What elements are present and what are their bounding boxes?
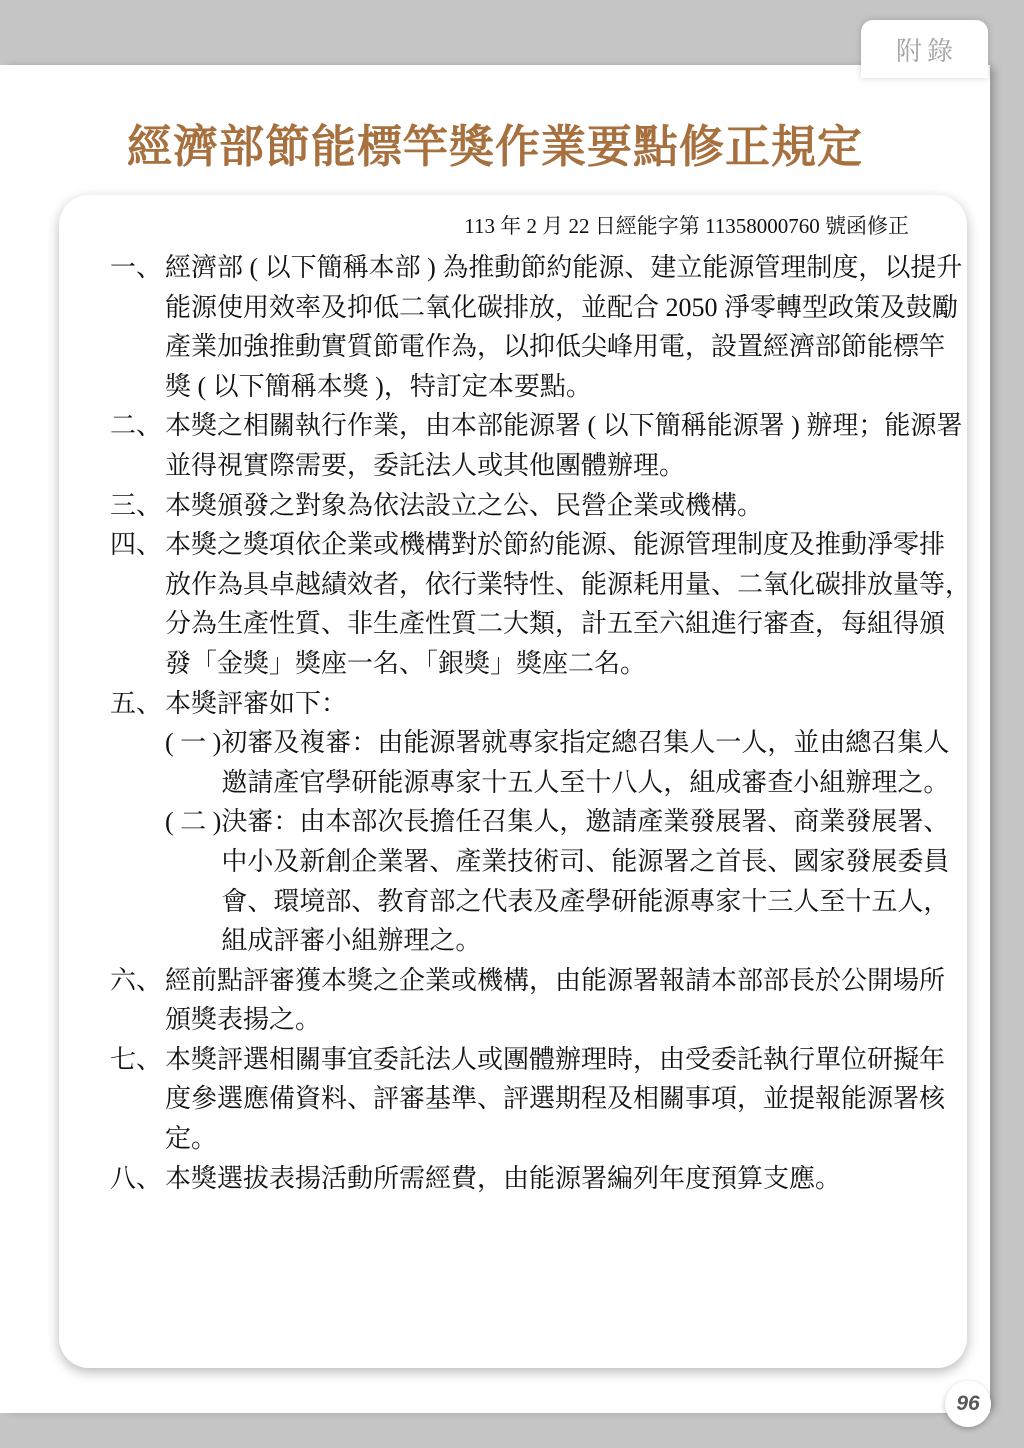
clause-marker: 八、 [110,1163,163,1193]
clause-marker: 七、 [110,1044,163,1074]
clause-text [165,248,963,406]
clause-marker: ( 二 ) [165,807,222,837]
clause-line: 本獎選拔表揚活動所需經費，由能源署編列年度預算支應。 [165,1163,842,1193]
clause-marker: 一、 [110,253,163,282]
revision-note: 113 年 2 月 22 日經能字第 11358000760 號函修正 [464,214,909,238]
clause-line: 定。 [165,1124,218,1154]
clause-marker: 二、 [110,411,163,441]
clause-line: 並得視實際需要，委託法人或其他團體辦理。 [165,450,686,480]
clause-line: 度參選應備資料、評審基準、評選期程及相關事項，並提報能源署核 [165,1084,946,1114]
clause-text [165,684,909,724]
clause-line: 邀請產官學研能源專家十五人至十八人，組成審查小組辦理之。 [221,767,950,797]
clause-marker: ( 一 ) [165,728,222,758]
clause-text [221,723,950,802]
clauses-list [110,248,972,1198]
clause-item [110,961,946,1040]
page-title: 經濟部節能標竿獎作業要點修正規定 [126,121,863,172]
clause-text [165,1159,909,1199]
content-card [59,195,972,1368]
clause-line: 獎 ( 以下簡稱本獎 )，特訂定本要點。 [165,371,592,401]
clause-line: 本獎評選相關事宜委託法人或團體辦理時，由受委託執行單位研擬年 [165,1044,946,1074]
clause-item [110,248,963,406]
clause-text [165,1040,946,1159]
clause-line: 本獎之相關執行作業，由本部能源署 ( 以下簡稱能源署 ) 辦理；能源署 [165,411,963,441]
clause-marker: 六、 [110,965,163,995]
appendix-tab-label: 附錄 [895,35,958,66]
clause-item [110,525,972,683]
clause-text [165,486,909,526]
clause-item [110,486,909,526]
clause-item [165,723,950,802]
page-number: 96 [956,1392,980,1415]
clause-text [165,525,972,683]
clause-line: 初審及複審：由能源署就專家指定總召集人一人，並由總召集人 [221,728,950,758]
clause-line: 中小及新創企業署、產業技術司、能源署之首長、國家發展委員 [221,846,950,876]
clause-line: 能源使用效率及抑低二氧化碳排放，並配合 2050 淨零轉型政策及鼓勵 [165,292,959,322]
clause-line: 經前點評審獲本獎之企業或機構，由能源署報請本部部長於公開場所 [165,965,946,995]
clause-line: 組成評審小組辦理之。 [221,926,482,956]
clause-item [110,1040,946,1159]
clause-item [110,684,909,724]
right-border-strip [990,0,1024,1448]
appendix-corner-tab [861,20,988,78]
clause-marker: 四、 [110,530,163,560]
clause-line: 分為生產性質、非生產性質二大類，計五至六組進行審查，每組得頒 [165,609,946,639]
clause-text [165,406,963,485]
clause-item [165,802,950,960]
clause-line: 本獎之獎項依企業或機構對於節約能源、能源管理制度及推動淨零排 [165,530,946,560]
clause-line: 經濟部 ( 以下簡稱本部 ) 為推動節約能源、建立能源管理制度，以提升 [165,253,963,282]
clause-line: 會、環境部、教育部之代表及產學研能源專家十三人至十五人， [221,886,950,916]
clause-line: 本獎頒發之對象為依法設立之公、民營企業或機構。 [165,490,764,520]
clause-marker: 五、 [110,688,163,718]
bottom-border-band [0,1413,1024,1448]
clause-text [221,802,950,960]
clause-line: 本獎評審如下： [165,688,348,718]
clause-text [165,961,946,1040]
clause-line: 決審：由本部次長擔任召集人，邀請產業發展署、商業發展署、 [221,807,950,837]
clause-marker: 三、 [110,490,163,520]
clause-line: 發「金獎」獎座一名、「銀獎」獎座二名。 [165,648,647,678]
page-number-badge [945,1381,991,1427]
clause-line: 產業加強推動實質節電作為，以抑低尖峰用電，設置經濟部節能標竿 [165,332,946,362]
clause-line: 放作為具卓越績效者，依行業特性、能源耗用量、二氧化碳排放量等， [165,569,972,599]
clause-line: 頒獎表揚之。 [165,1005,322,1035]
clause-item [110,1159,909,1199]
clause-item [110,406,963,485]
